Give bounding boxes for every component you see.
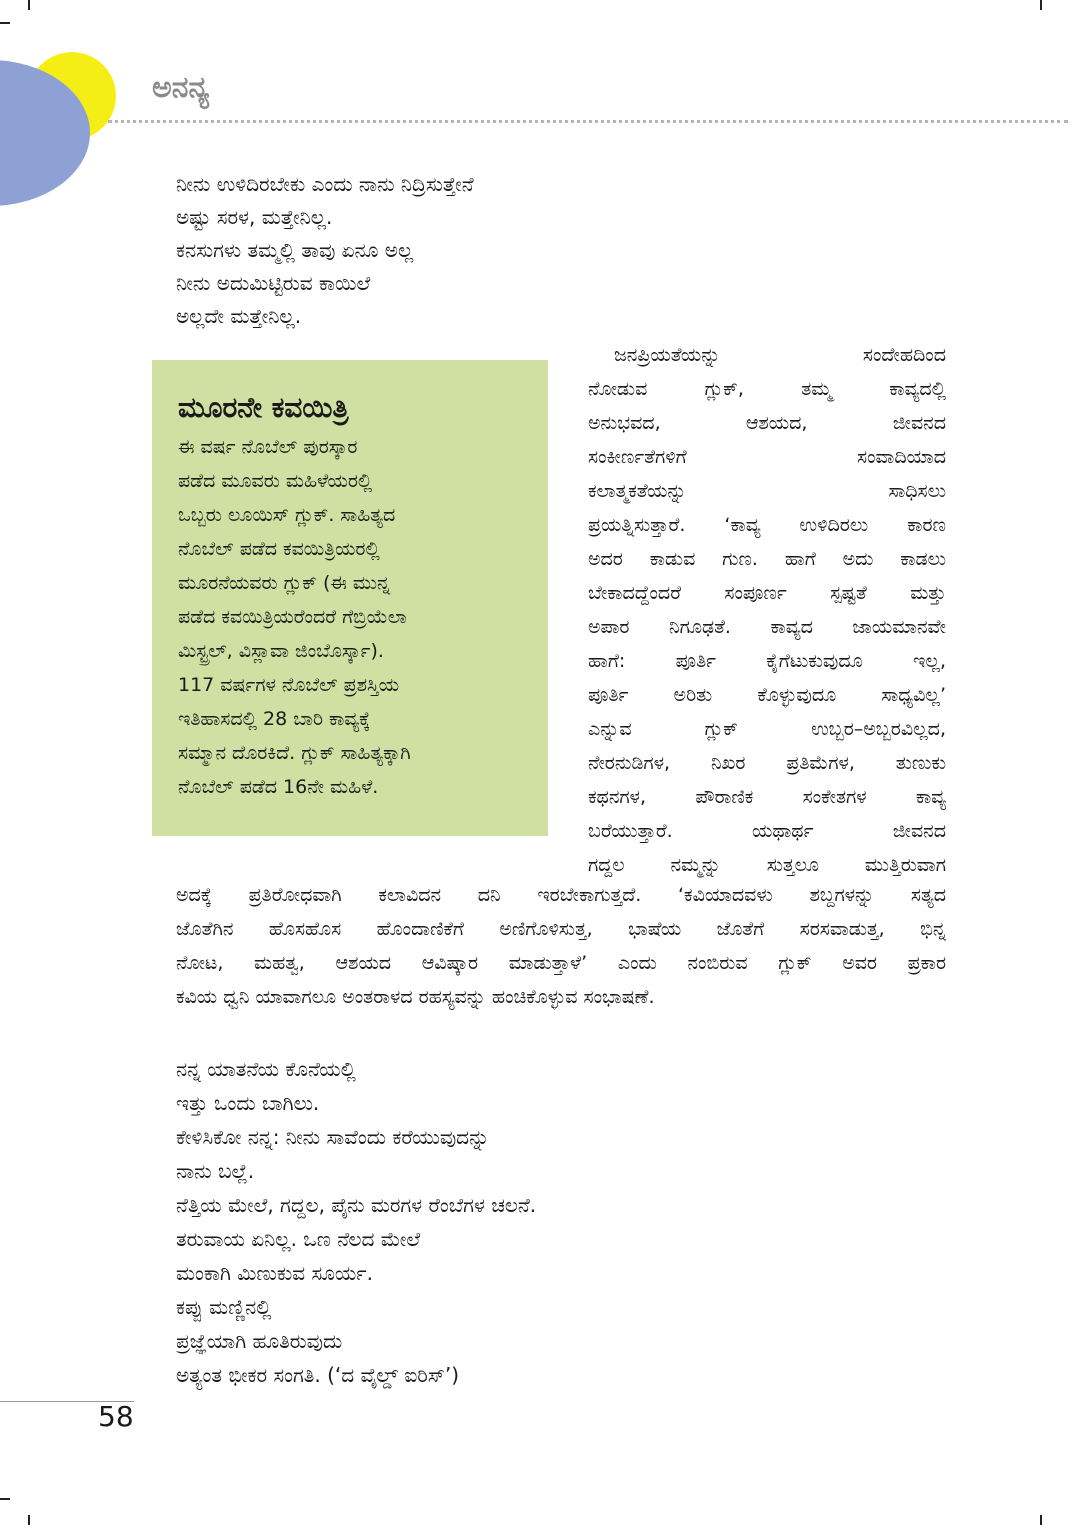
verse-line: ಅತ್ಯಂತ ಭೀಕರ ಸಂಗತಿ. (‘ದ ವೈಲ್ಡ್ ಐರಿಸ್’) (176, 1363, 460, 1387)
paragraph-line: ಪೂರ್ತಿ ಅರಿತು ಕೊಳ್ಳುವುದೂ ಸಾಧ್ಯವಿಲ್ಲ’ (588, 684, 946, 706)
sidebar-line: 117 ವರ್ಷಗಳ ನೊಬೆಲ್ ಪ್ರಶಸ್ತಿಯ (178, 674, 400, 696)
verse-line: ಕನಸುಗಳು ತಮ್ಮಲ್ಲಿ ತಾವು ಏನೂ ಅಲ್ಲ (176, 238, 414, 262)
crop-mark (0, 1498, 10, 1500)
paragraph-line: ಬರೆಯುತ್ತಾರೆ. ಯಥಾರ್ಥ ಜೀವನದ (588, 820, 946, 842)
sidebar-line: ಪಡೆದ ಮೂವರು ಮಹಿಳೆಯರಲ್ಲಿ (178, 470, 373, 492)
paragraph-line: ಎನ್ನುವ ಗ್ಲುಕ್ ಉಬ್ಬರ–ಅಬ್ಬರವಿಲ್ಲದ, (588, 718, 946, 740)
paragraph-line: ಅಪಾರ ನಿಗೂಢತೆ. ಕಾವ್ಯದ ಜಾಯಮಾನವೇ (588, 616, 946, 638)
header-dotted-rule (108, 120, 1068, 123)
paragraph-line: ಗದ್ದಲ ನಮ್ಮನ್ನು ಸುತ್ತಲೂ ಮುತ್ತಿರುವಾಗ (588, 854, 946, 876)
section-title: ಅನನ್ಯ (152, 70, 210, 105)
paragraph-line: ನೇರನುಡಿಗಳ, ನಿಖರ ಪ್ರತಿಮೆಗಳ, ತುಣುಕು (588, 752, 946, 774)
paragraph-line: ಕವಿಯ ಧ್ವನಿ ಯಾವಾಗಲೂ ಅಂತರಾಳದ ರಹಸ್ಯವನ್ನು ಹಂಚಿಕೊಳ್ಳುವ ಸಂಭಾಷಣೆ. (176, 986, 655, 1008)
sidebar-line: ಈ ವರ್ಷ ನೊಬೆಲ್ ಪುರಸ್ಕಾರ (178, 436, 358, 458)
verse-line: ಮಂಕಾಗಿ ಮಿಣುಕುವ ಸೂರ್ಯ. (176, 1261, 373, 1285)
sidebar-body (178, 430, 528, 804)
opening-verse (176, 168, 474, 333)
verse-line: ಇತ್ತು ಒಂದು ಬಾಗಿಲು. (176, 1091, 320, 1115)
paragraph-line: ಅದರ ಕಾಡುವ ಗುಣ. ಹಾಗೆ ಅದು ಕಾಡಲು (588, 548, 946, 570)
verse-line: ಕೇಳಿಸಿಕೋ ನನ್ನ: ನೀನು ಸಾವೆಂದು ಕರೆಯುವುದನ್ನು (176, 1125, 490, 1149)
sidebar-line: ಇತಿಹಾಸದಲ್ಲಿ 28 ಬಾರಿ ಕಾವ್ಯಕ್ಕೆ (178, 708, 371, 730)
paragraph-line: ಕಥನಗಳ, ಪೌರಾಣಿಕ ಸಂಕೇತಗಳ ಕಾವ್ಯ (588, 786, 946, 808)
body-paragraph-full-width (176, 878, 946, 1014)
sidebar-line: ಮಿಸ್ಟ್ರಲ್, ವಿಸ್ಲಾವಾ ಜಿಂಬೊರ್ಸ್ಕಾ). (178, 640, 384, 662)
verse-line: ನಾನು ಬಲ್ಲೆ. (176, 1159, 255, 1183)
verse-line: ಕಪ್ಪು ಮಣ್ಣಿನಲ್ಲಿ (176, 1295, 272, 1319)
page-number: 58 (98, 1400, 134, 1433)
crop-mark (1040, 0, 1042, 10)
paragraph-line: ನೋಟ, ಮಹತ್ವ, ಆಶಯದ ಆವಿಷ್ಕಾರ ಮಾಡುತ್ತಾಳೆ’ ಎಂದು ನಂಬಿರುವ ಗ್ಲುಕ್ ಅವರ ಪ್ರಕಾರ (176, 952, 946, 974)
closing-verse (176, 1052, 536, 1392)
crop-mark (28, 1515, 30, 1525)
sidebar-line: ಪಡೆದ ಕವಯಿತ್ರಿಯರೆಂದರೆ ಗೆಬ್ರಿಯೆಲಾ (178, 606, 407, 628)
paragraph-line: ಜೊತೆಗಿನ ಹೊಸಹೊಸ ಹೊಂದಾಣಿಕೆಗೆ ಅಣಿಗೊಳಿಸುತ್ತ, ಭಾಷೆಯ ಜೊತೆಗೆ ಸರಸವಾಡುತ್ತ, ಭಿನ್ನ (176, 918, 946, 940)
sidebar-line: ನೊಬೆಲ್ ಪಡೆದ 16ನೇ ಮಹಿಳೆ. (178, 776, 379, 798)
paragraph-line: ಬೇಕಾದದ್ದೆಂದರೆ ಸಂಪೂರ್ಣ ಸ್ಪಷ್ಟತೆ ಮತ್ತು (588, 582, 946, 604)
paragraph-line: ಹಾಗೆ: ಪೂರ್ತಿ ಕೈಗೆಟುಕುವುದೂ ಇಲ್ಲ, (588, 650, 946, 672)
verse-line: ಅಷ್ಟು ಸರಳ, ಮತ್ತೇನಿಲ್ಲ. (176, 205, 333, 229)
verse-line: ತರುವಾಯ ಏನಿಲ್ಲ. ಒಣ ನೆಲದ ಮೇಲೆ (176, 1227, 421, 1251)
paragraph-line: ಅನುಭವದ, ಆಶಯದ, ಜೀವನದ (588, 412, 946, 434)
paragraph-line: ಸಂಕೀರ್ಣತೆಗಳಿಗೆ ಸಂವಾದಿಯಾದ (588, 446, 946, 468)
paragraph-line: ನೋಡುವ ಗ್ಲುಕ್, ತಮ್ಮ ಕಾವ್ಯದಲ್ಲಿ (588, 378, 946, 400)
sidebar-line: ಸಮ್ಮಾನ ದೊರಕಿದೆ. ಗ್ಲುಕ್ ಸಾಹಿತ್ಯಕ್ಕಾಗಿ (178, 742, 411, 764)
paragraph-line: ಅದಕ್ಕೆ ಪ್ರತಿರೋಧವಾಗಿ ಕಲಾವಿದನ ದನಿ ಇರಬೇಕಾಗುತ್ತದೆ. ‘ಕವಿಯಾದವಳು ಶಬ್ದಗಳನ್ನು ಸತ್ಯದ (176, 884, 946, 906)
sidebar-line: ಒಬ್ಬರು ಲೂಯಿಸ್ ಗ್ಲುಕ್. ಸಾಹಿತ್ಯದ (178, 504, 396, 526)
sidebar-title: ಮೂರನೇ ಕವಯಿತ್ರಿ (178, 391, 349, 424)
info-sidebar-box (152, 360, 548, 836)
verse-line: ನೀನು ಉಳಿದಿರಬೇಕು ಎಂದು ನಾನು ನಿದ್ರಿಸುತ್ತೇನೆ (176, 172, 474, 196)
verse-line: ಪ್ರಜ್ಞೆಯಾಗಿ ಹೂತಿರುವುದು (176, 1329, 343, 1353)
sidebar-line: ನೊಬೆಲ್ ಪಡೆದ ಕವಯಿತ್ರಿಯರಲ್ಲಿ (178, 538, 380, 560)
paragraph-line: ಜನಪ್ರಿಯತೆಯನ್ನು ಸಂದೇಹದಿಂದ (614, 344, 946, 366)
sidebar-line: ಮೂರನೆಯವರು ಗ್ಲುಕ್ (ಈ ಮುನ್ನ (178, 572, 391, 594)
verse-line: ನನ್ನ ಯಾತನೆಯ ಕೊನೆಯಲ್ಲಿ (176, 1057, 356, 1081)
crop-mark (0, 22, 10, 24)
crop-mark (1040, 1515, 1042, 1525)
verse-line: ನೀನು ಅದುಮಿಟ್ಟಿರುವ ಕಾಯಿಲೆ (176, 271, 371, 295)
verse-line: ಅಲ್ಲದೇ ಮತ್ತೇನಿಲ್ಲ. (176, 304, 302, 328)
verse-line: ನೆತ್ತಿಯ ಮೇಲೆ, ಗದ್ದಲ, ಪೈನು ಮರಗಳ ರೆಂಬೆಗಳ ಚಲನೆ. (176, 1193, 537, 1217)
body-paragraph-column (588, 338, 946, 882)
paragraph-line: ಪ್ರಯತ್ನಿಸುತ್ತಾರೆ. ‘ಕಾವ್ಯ ಉಳಿದಿರಲು ಕಾರಣ (588, 514, 946, 536)
paragraph-line: ಕಲಾತ್ಮಕತೆಯನ್ನು ಸಾಧಿಸಲು (588, 480, 946, 502)
crop-mark (28, 0, 30, 10)
